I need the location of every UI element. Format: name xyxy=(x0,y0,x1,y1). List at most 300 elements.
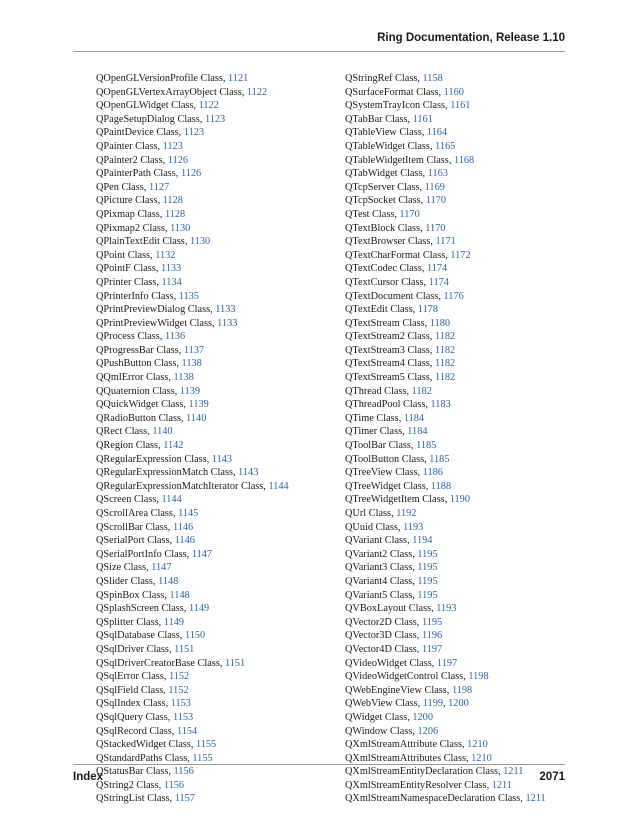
page-link[interactable]: 1195 xyxy=(417,589,438,601)
page-link[interactable]: 1152 xyxy=(168,671,190,683)
index-entry-name: QTextDocument Class xyxy=(345,290,439,302)
index-entry: QProgressBar Class, 1137 xyxy=(96,344,205,356)
page-link[interactable]: 1148 xyxy=(169,589,190,601)
page-link[interactable]: 1211 xyxy=(503,766,524,778)
index-entry: QRegularExpression Class, 1143 xyxy=(96,453,233,465)
index-entry-name: QSqlIndex Class xyxy=(96,698,166,710)
index-entry-name: QSpinBox Class xyxy=(96,589,165,601)
index-entry-name: QVariant5 Class xyxy=(345,589,413,601)
page-link[interactable]: 1151 xyxy=(174,643,195,655)
index-entry: QTextEdit Class, 1178 xyxy=(345,304,439,316)
page-link[interactable]: 1128 xyxy=(164,208,186,220)
index-entry: QVector3D Class, 1196 xyxy=(345,630,443,642)
index-entry-name: QRegularExpression Class xyxy=(96,453,207,465)
page-link[interactable]: 1180 xyxy=(429,317,451,329)
page-link[interactable]: 1195 xyxy=(417,575,438,587)
index-entry: QTableView Class, 1164 xyxy=(345,127,448,139)
index-entry-name: QRegion Class xyxy=(96,440,159,452)
page-link[interactable]: 1171 xyxy=(435,236,456,248)
index-entry: QToolBar Class, 1185 xyxy=(345,440,437,452)
index-column-left xyxy=(96,72,289,806)
page-link[interactable]: 1147 xyxy=(191,548,213,560)
index-entry: QTest Class, 1170 xyxy=(345,208,420,220)
index-entry: QSurfaceFormat Class, 1160 xyxy=(345,86,464,98)
index-entry: QQmlError Class, 1138 xyxy=(96,372,194,384)
index-entry: QVBoxLayout Class, 1193 xyxy=(345,603,457,615)
page-link[interactable]: 1193 xyxy=(403,521,424,533)
page-link[interactable]: 1133 xyxy=(215,304,236,316)
index-entry-name: QTextEdit Class xyxy=(345,304,413,316)
page-link[interactable]: 1174 xyxy=(426,263,448,275)
page-link[interactable]: 1146 xyxy=(172,521,194,533)
index-entry: QTextBrowser Class, 1171 xyxy=(345,236,456,248)
page-link[interactable]: 1182 xyxy=(411,385,432,397)
index-entry-name: QVariant4 Class xyxy=(345,575,413,587)
index-entry-name: QTabBar Class xyxy=(345,113,408,125)
index-entry-name: QProcess Class xyxy=(96,331,160,343)
page-link[interactable]: 1182 xyxy=(434,344,456,356)
index-entry-name: QSqlRecord Class xyxy=(96,725,172,737)
index-entry-name: QVBoxLayout Class xyxy=(345,603,432,615)
index-entry: QSerialPortInfo Class, 1147 xyxy=(96,548,213,560)
page-link[interactable]: 1154 xyxy=(176,725,198,737)
index-entry-name: QTextCodec Class xyxy=(345,263,422,275)
index-entry: QSqlIndex Class, 1153 xyxy=(96,698,191,710)
page-link[interactable]: 1140 xyxy=(152,426,173,438)
page-link[interactable]: 1122 xyxy=(198,100,219,112)
index-entry: QQuickWidget Class, 1139 xyxy=(96,399,209,411)
index-entry: QStringList Class, 1157 xyxy=(96,793,195,805)
index-entry: QTabBar Class, 1161 xyxy=(345,113,433,125)
page-link[interactable]: 1130 xyxy=(189,236,211,248)
index-entry-name: QPlainTextEdit Class xyxy=(96,236,185,248)
index-entry: QXmlStreamEntityResolver Class, 1211 xyxy=(345,779,512,791)
index-entry-name: QVariant3 Class xyxy=(345,562,413,574)
page-link[interactable]: 1161 xyxy=(450,100,471,112)
index-entry-name: QScrollBar Class xyxy=(96,521,168,533)
index-entry: QPicture Class, 1128 xyxy=(96,195,183,207)
page-link[interactable]: 1184 xyxy=(403,412,425,424)
index-entry-name: QPrinter Class xyxy=(96,276,157,288)
index-entry: QSqlRecord Class, 1154 xyxy=(96,725,198,737)
index-entry-name: QSize Class xyxy=(96,562,147,574)
index-entry: QOpenGLVertexArrayObject Class, 1122 xyxy=(96,86,268,98)
page-link[interactable]: 1155 xyxy=(195,739,217,751)
index-entry: QRegularExpressionMatch Class, 1143 xyxy=(96,467,259,479)
page-link[interactable]: 1133 xyxy=(160,263,182,275)
index-entry-name: QSystemTrayIcon Class xyxy=(345,100,446,112)
document-title: Ring Documentation, Release 1.10 xyxy=(377,32,565,44)
index-entry: QPixmap2 Class, 1130 xyxy=(96,222,191,234)
index-entry: QPrintPreviewDialog Class, 1133 xyxy=(96,304,236,316)
footer-section-label: Index xyxy=(73,771,104,783)
index-entry-name: QVariant Class xyxy=(345,535,408,547)
index-entry: QSqlDatabase Class, 1150 xyxy=(96,630,206,642)
index-entry-name: QScreen Class xyxy=(96,494,157,506)
index-entry-name: QWebEngineView Class xyxy=(345,684,447,696)
index-entry-name: QVariant2 Class xyxy=(345,548,413,560)
index-entry-name: QSerialPort Class xyxy=(96,535,170,547)
page-number: 2071 xyxy=(539,771,565,783)
page-link[interactable]: 1210 xyxy=(467,739,488,751)
index-entry-name: QSlider Class xyxy=(96,575,153,587)
index-entry: QPageSetupDialog Class, 1123 xyxy=(96,113,226,125)
index-entry: QUrl Class, 1192 xyxy=(345,508,417,519)
page-link[interactable]: 1165 xyxy=(435,140,456,152)
index-entry: QThreadPool Class, 1183 xyxy=(345,399,451,411)
page-link[interactable]: 1152 xyxy=(168,684,189,696)
index-entry: QVariant Class, 1194 xyxy=(345,535,433,547)
index-entry: QPrinter Class, 1134 xyxy=(96,276,182,288)
index-entry: QSplitter Class, 1149 xyxy=(96,616,185,628)
index-entry-name: QSerialPortInfo Class xyxy=(96,548,187,560)
index-entry-name: QSqlQuery Class xyxy=(96,711,168,723)
index-entry: QVector2D Class, 1195 xyxy=(345,616,443,628)
index-entry: QStandardPaths Class, 1155 xyxy=(96,752,213,764)
index-entry-name: QRegularExpressionMatch Class xyxy=(96,467,233,479)
page-link[interactable]: 1147 xyxy=(151,562,172,574)
page-link[interactable]: 1196 xyxy=(421,630,443,642)
page-link[interactable]: 1198 xyxy=(468,671,489,683)
index-entry: QPointF Class, 1133 xyxy=(96,263,182,275)
page-link[interactable]: 1148 xyxy=(158,575,179,587)
page-link[interactable]: 1158 xyxy=(422,73,443,84)
page-link[interactable]: 1192 xyxy=(396,508,417,519)
index-entry: QTextBlock Class, 1170 xyxy=(345,222,446,234)
index-entry: QTime Class, 1184 xyxy=(345,412,425,424)
page-link[interactable]: 1206 xyxy=(417,725,439,737)
index-entry-name: QXmlStreamAttribute Class xyxy=(345,739,462,751)
index-entry-name: QOpenGLVertexArrayObject Class xyxy=(96,86,242,98)
page-link[interactable]: 1176 xyxy=(443,290,464,302)
index-entry-name: QTableView Class xyxy=(345,127,422,139)
index-entry: QToolButton Class, 1185 xyxy=(345,453,450,465)
index-entry-name: QPixmap2 Class xyxy=(96,222,165,234)
page-link[interactable]: 1199 xyxy=(422,698,443,710)
index-entry-name: QPoint Class xyxy=(96,249,151,261)
index-entry: QRegularExpressionMatchIterator Class, 1144 xyxy=(96,480,289,492)
page-link[interactable]: 1170 xyxy=(425,222,446,234)
page-link[interactable]: 1144 xyxy=(161,494,182,506)
index-entry: QStackedWidget Class, 1155 xyxy=(96,739,217,751)
index-entry: QTextStream4 Class, 1182 xyxy=(345,358,456,370)
index-entry: QTreeWidget Class, 1188 xyxy=(345,480,452,492)
page-link[interactable]: 1184 xyxy=(407,426,428,438)
index-entry-name: QTextStream Class xyxy=(345,317,425,329)
page-link[interactable]: 1136 xyxy=(164,331,186,343)
index-entry-name: QQmlError Class xyxy=(96,372,169,384)
page-link[interactable]: 1161 xyxy=(412,113,433,125)
index-entry-name: QStringRef Class xyxy=(345,73,418,84)
index-entry: QVariant2 Class, 1195 xyxy=(345,548,438,560)
index-entry-name: QTreeView Class xyxy=(345,467,418,479)
index-entry: QStatusBar Class, 1156 xyxy=(96,766,194,778)
page-link[interactable]: 1142 xyxy=(163,440,184,452)
index-entry: QPrintPreviewWidget Class, 1133 xyxy=(96,317,238,329)
page-link[interactable]: 1200 xyxy=(448,698,469,710)
index-column-right xyxy=(345,72,546,806)
page-link[interactable]: 1138 xyxy=(173,372,194,384)
page-link[interactable]: 1200 xyxy=(412,711,433,723)
index-entry: QWebEngineView Class, 1198 xyxy=(345,684,473,696)
page-link[interactable]: 1137 xyxy=(183,344,205,356)
index-entry: QSerialPort Class, 1146 xyxy=(96,535,195,547)
index-entry-name: QTextBrowser Class xyxy=(345,236,431,248)
page-link[interactable]: 1151 xyxy=(224,657,246,669)
page-link[interactable]: 1128 xyxy=(162,195,183,207)
index-entry-name: QPixmap Class xyxy=(96,208,160,220)
index-entry-name: QTabWidget Class xyxy=(345,168,423,180)
page-link[interactable]: 1164 xyxy=(426,127,448,139)
index-entry: QSqlField Class, 1152 xyxy=(96,684,189,696)
index-entry: QXmlStreamEntityDeclaration Class, 1211 xyxy=(345,766,524,778)
index-entry: QPoint Class, 1132 xyxy=(96,249,176,261)
index-entry-name: QXmlStreamEntityResolver Class xyxy=(345,779,487,791)
page-link[interactable]: 1195 xyxy=(417,562,438,574)
index-entry-name: QPainterPath Class xyxy=(96,168,176,180)
page-link[interactable]: 1132 xyxy=(155,249,176,261)
page-link[interactable]: 1144 xyxy=(268,480,289,492)
index-entry: QVector4D Class, 1197 xyxy=(345,643,443,655)
index-entry-name: QStackedWidget Class xyxy=(96,739,191,751)
index-entry: QTextStream2 Class, 1182 xyxy=(345,331,456,343)
index-entry-name: QTextBlock Class xyxy=(345,222,421,234)
index-entry: QTabWidget Class, 1163 xyxy=(345,168,448,180)
index-entry: QUuid Class, 1193 xyxy=(345,521,424,533)
index-entry: QPlainTextEdit Class, 1130 xyxy=(96,236,211,248)
page-link[interactable]: 1126 xyxy=(167,154,189,166)
index-entry: QProcess Class, 1136 xyxy=(96,331,186,343)
page-link[interactable]: 1183 xyxy=(430,399,451,411)
page-link[interactable]: 1195 xyxy=(417,548,438,560)
index-entry-name: QStandardPaths Class xyxy=(96,752,188,764)
index-entry-name: QSqlField Class xyxy=(96,684,164,696)
index-entry: QQuaternion Class, 1139 xyxy=(96,385,201,397)
index-entry: QStringRef Class, 1158 xyxy=(345,73,443,84)
index-entry: QSlider Class, 1148 xyxy=(96,575,179,587)
index-entry: QTextStream5 Class, 1182 xyxy=(345,372,456,384)
page-link[interactable]: 1134 xyxy=(161,276,182,288)
index-entry-name: QWindow Class xyxy=(345,725,413,737)
index-entry: QTextStream3 Class, 1182 xyxy=(345,344,456,356)
index-entry: QRegion Class, 1142 xyxy=(96,440,184,452)
index-entry-name: QOpenGLWidget Class xyxy=(96,100,194,112)
index-entry-name: QWebView Class xyxy=(345,698,418,710)
page-link[interactable]: 1156 xyxy=(163,779,185,791)
page-link[interactable]: 1123 xyxy=(204,113,226,125)
index-entry: QVariant4 Class, 1195 xyxy=(345,575,438,587)
page-link[interactable]: 1168 xyxy=(453,154,475,166)
index-entry-name: QVideoWidgetControl Class xyxy=(345,671,464,683)
page-link[interactable]: 1185 xyxy=(429,453,450,465)
page-link[interactable]: 1149 xyxy=(163,616,185,628)
index-entry: QTcpServer Class, 1169 xyxy=(345,181,445,193)
page-link[interactable]: 1186 xyxy=(422,467,443,479)
page-link[interactable]: 1133 xyxy=(217,317,238,329)
index-entry: QXmlStreamAttributes Class, 1210 xyxy=(345,752,492,764)
index-entry: QTableWidgetItem Class, 1168 xyxy=(345,154,475,166)
index-entry-name: QStatusBar Class xyxy=(96,766,169,778)
index-entry-name: QTextCursor Class xyxy=(345,276,424,288)
page-link[interactable]: 1155 xyxy=(192,752,213,764)
page-link[interactable]: 1193 xyxy=(436,603,457,615)
page-link[interactable]: 1197 xyxy=(436,657,458,669)
page-link[interactable]: 1138 xyxy=(181,358,202,370)
page-link[interactable]: 1185 xyxy=(416,440,437,452)
index-entry-name: QTextStream3 Class xyxy=(345,344,430,356)
index-entry-name: QSplashScreen Class xyxy=(96,603,184,615)
index-entry: QTreeView Class, 1186 xyxy=(345,467,443,479)
page-link[interactable]: 1210 xyxy=(471,752,492,764)
page-link[interactable]: 1197 xyxy=(421,643,443,655)
index-entry-name: QTreeWidget Class xyxy=(345,480,426,492)
index-entry-name: QPaintDevice Class xyxy=(96,127,179,139)
page-link[interactable]: 1153 xyxy=(170,698,191,710)
index-entry-name: QPrinterInfo Class xyxy=(96,290,174,302)
index-entry-name: QStringList Class xyxy=(96,793,170,805)
index-entry: QVideoWidget Class, 1197 xyxy=(345,657,458,669)
page-link[interactable]: 1135 xyxy=(178,290,199,302)
index-entry-name: QTextCharFormat Class xyxy=(345,249,446,261)
index-entry: QPaintDevice Class, 1123 xyxy=(96,127,205,139)
page-link[interactable]: 1153 xyxy=(172,711,194,723)
index-entry: QSplashScreen Class, 1149 xyxy=(96,603,210,615)
page-link[interactable]: 1149 xyxy=(188,603,210,615)
index-entry-name: QSqlDriverCreatorBase Class xyxy=(96,657,220,669)
index-entry: QTcpSocket Class, 1170 xyxy=(345,195,447,207)
page-link[interactable]: 1169 xyxy=(424,181,445,193)
page-link[interactable]: 1156 xyxy=(173,766,194,778)
page-link[interactable]: 1143 xyxy=(238,467,259,479)
page-link[interactable]: 1122 xyxy=(246,86,268,98)
page-link[interactable]: 1127 xyxy=(148,181,170,193)
index-entry: QTextStream Class, 1180 xyxy=(345,317,451,329)
index-entry-name: QTcpSocket Class xyxy=(345,195,421,207)
index-entry-name: QScrollArea Class xyxy=(96,508,173,519)
index-entry-name: QPointF Class xyxy=(96,263,156,275)
index-entry: QRadioButton Class, 1140 xyxy=(96,412,207,424)
index-entry: QTextCodec Class, 1174 xyxy=(345,263,448,275)
index-entry: QPainter2 Class, 1126 xyxy=(96,154,189,166)
index-entry-name: QWidget Class xyxy=(345,711,408,723)
index-entry: QPen Class, 1127 xyxy=(96,181,170,193)
index-entry: QSqlDriverCreatorBase Class, 1151 xyxy=(96,657,246,669)
page-link[interactable]: 1140 xyxy=(186,412,207,424)
page-link[interactable]: 1182 xyxy=(434,331,456,343)
index-entry-name: QTimer Class xyxy=(345,426,403,438)
page-link[interactable]: 1182 xyxy=(434,372,456,384)
index-entry-name: QSqlError Class xyxy=(96,671,164,683)
page-link[interactable]: 1139 xyxy=(188,399,209,411)
index-entry: QPushButton Class, 1138 xyxy=(96,358,202,370)
page-link[interactable]: 1123 xyxy=(183,127,205,139)
page-link[interactable]: 1188 xyxy=(430,480,452,492)
index-entry-name: QThread Class xyxy=(345,385,407,397)
page-link[interactable]: 1160 xyxy=(443,86,464,98)
page-link[interactable]: 1130 xyxy=(170,222,191,234)
index-entry: QVariant5 Class, 1195 xyxy=(345,589,438,601)
index-entry-name: QPicture Class xyxy=(96,195,158,207)
index-entry: QScrollBar Class, 1146 xyxy=(96,521,194,533)
index-entry: QWidget Class, 1200 xyxy=(345,711,433,723)
page-link[interactable]: 1163 xyxy=(427,168,448,180)
page-link[interactable]: 1146 xyxy=(174,535,195,547)
index-entry-name: QTcpServer Class xyxy=(345,181,420,193)
page-link[interactable]: 1157 xyxy=(174,793,195,805)
index-entry: QXmlStreamAttribute Class, 1210 xyxy=(345,739,488,751)
index-entry-name: QTextStream2 Class xyxy=(345,331,430,343)
page-link[interactable]: 1174 xyxy=(428,276,449,288)
page-link[interactable]: 1190 xyxy=(449,494,470,506)
page-link[interactable]: 1123 xyxy=(162,140,183,152)
index-entry: QTextCharFormat Class, 1172 xyxy=(345,249,471,261)
index-entry-name: QRadioButton Class xyxy=(96,412,181,424)
index-entry-name: QPainter2 Class xyxy=(96,154,163,166)
index-entry-name: QXmlStreamNamespaceDeclaration Class xyxy=(345,793,521,805)
page-link[interactable]: 1198 xyxy=(451,684,473,696)
index-entry-name: QRect Class xyxy=(96,426,148,438)
page-link[interactable]: 1145 xyxy=(178,508,199,519)
index-entry: QPrinterInfo Class, 1135 xyxy=(96,290,199,302)
index-entry-name: QTextStream5 Class xyxy=(345,372,430,384)
page-link[interactable]: 1178 xyxy=(417,304,439,316)
page-link[interactable]: 1172 xyxy=(450,249,471,261)
index-entry-name: QOpenGLVersionProfile Class xyxy=(96,73,223,84)
index-entry-name: QProgressBar Class xyxy=(96,344,179,356)
page-link[interactable]: 1150 xyxy=(184,630,206,642)
index-entry-name: QToolButton Class xyxy=(345,453,425,465)
index-entry: QPainter Class, 1123 xyxy=(96,140,183,152)
index-entry: QScrollArea Class, 1145 xyxy=(96,508,199,519)
page-link[interactable]: 1143 xyxy=(211,453,233,465)
index-entry: QXmlStreamNamespaceDeclaration Class, 1211 xyxy=(345,793,546,805)
page-link[interactable]: 1139 xyxy=(179,385,201,397)
index-entry-name: QVector2D Class xyxy=(345,616,417,628)
page-link[interactable]: 1211 xyxy=(491,779,512,791)
page-link[interactable]: 1182 xyxy=(434,358,456,370)
index-entry-name: QXmlStreamEntityDeclaration Class xyxy=(345,766,498,778)
index-entry-name: QUuid Class xyxy=(345,521,398,533)
page-link[interactable]: 1170 xyxy=(399,208,420,220)
index-entry: QTableWidget Class, 1165 xyxy=(345,140,456,152)
index-entry-name: QPrintPreviewDialog Class xyxy=(96,304,211,316)
index-entry: QSqlQuery Class, 1153 xyxy=(96,711,194,723)
page-link[interactable]: 1194 xyxy=(412,535,433,547)
page-link[interactable]: 1121 xyxy=(228,73,249,84)
index-entry: QSize Class, 1147 xyxy=(96,562,172,574)
index-entry-name: QTest Class xyxy=(345,208,395,220)
index-entry-name: QTextStream4 Class xyxy=(345,358,430,370)
index-entry: QOpenGLVersionProfile Class, 1121 xyxy=(96,73,249,84)
page-link[interactable]: 1170 xyxy=(425,195,447,207)
index-entry-name: QTreeWidgetItem Class xyxy=(345,494,445,506)
page-link[interactable]: 1195 xyxy=(421,616,443,628)
index-entry-name: QPainter Class xyxy=(96,140,158,152)
index-entry-name: QTableWidget Class xyxy=(345,140,430,152)
index-entry-name: QTableWidgetItem Class xyxy=(345,154,449,166)
page-link[interactable]: 1211 xyxy=(525,793,546,805)
index-entry: QWebView Class, 1199, 1200 xyxy=(345,698,469,710)
index-entry: QScreen Class, 1144 xyxy=(96,494,182,506)
index-entry: QTextDocument Class, 1176 xyxy=(345,290,464,302)
index-entry-name: QRegularExpressionMatchIterator Class xyxy=(96,480,264,492)
index-entry-name: QString2 Class xyxy=(96,779,159,791)
index-entry-name: QSurfaceFormat Class xyxy=(345,86,439,98)
index-entry: QThread Class, 1182 xyxy=(345,385,432,397)
index-entry: QTreeWidgetItem Class, 1190 xyxy=(345,494,470,506)
index-entry-name: QPushButton Class xyxy=(96,358,177,370)
page-link[interactable]: 1126 xyxy=(180,168,202,180)
